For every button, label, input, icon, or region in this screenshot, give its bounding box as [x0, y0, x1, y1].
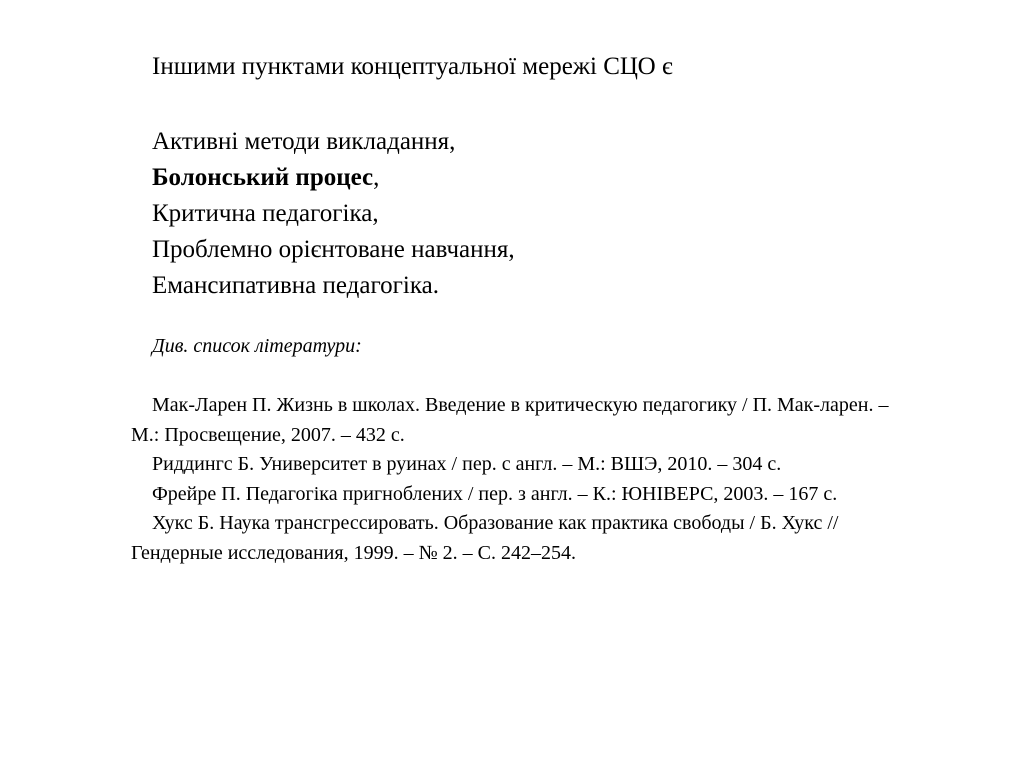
concept-text: Проблемно орієнтоване навчання,: [152, 236, 515, 263]
concept-list: [152, 124, 515, 304]
concept-bold-text: Болонський процес: [152, 164, 374, 191]
concept-item-critical-pedagogy: [152, 196, 515, 232]
references-label: Див. список літератури:: [152, 335, 362, 357]
reference-item: Риддингс Б. Университет в руинах / пер. с англ. – М.: ВШЭ, 2010. – 304 с.: [152, 453, 782, 475]
concept-item-problem-based-learning: [152, 232, 515, 268]
reference-item: Хукс Б. Наука трансгрессировать. Образование как практика свободы / Б. Хукс // Гендерные исследования, 1999. – № 2. – С. 242–254.: [131, 512, 839, 564]
concept-text: Критична педагогіка,: [152, 200, 379, 227]
references-list: [131, 391, 889, 568]
concept-item-bologna-process: [152, 160, 515, 196]
concept-item-emancipatory-pedagogy: [152, 268, 515, 304]
concept-text: Активні методи викладання,: [152, 128, 456, 155]
concept-suffix: ,: [373, 164, 380, 191]
reference-item: Фрейре П. Педагогіка пригноблених / пер. з англ. – К.: ЮНІВЕРС, 2003. – 167 с.: [152, 482, 838, 505]
concept-text: Емансипативна педагогіка.: [152, 272, 439, 299]
reference-item: Мак-Ларен П. Жизнь в школах. Введение в критическую педагогику / П. Мак-ларен. – М.: Просвещение, 2007. – 432 с.: [131, 394, 889, 446]
intro-text: Іншими пунктами концептуальної мережі СЦО є: [152, 53, 673, 80]
concept-item-active-methods: [152, 124, 515, 160]
